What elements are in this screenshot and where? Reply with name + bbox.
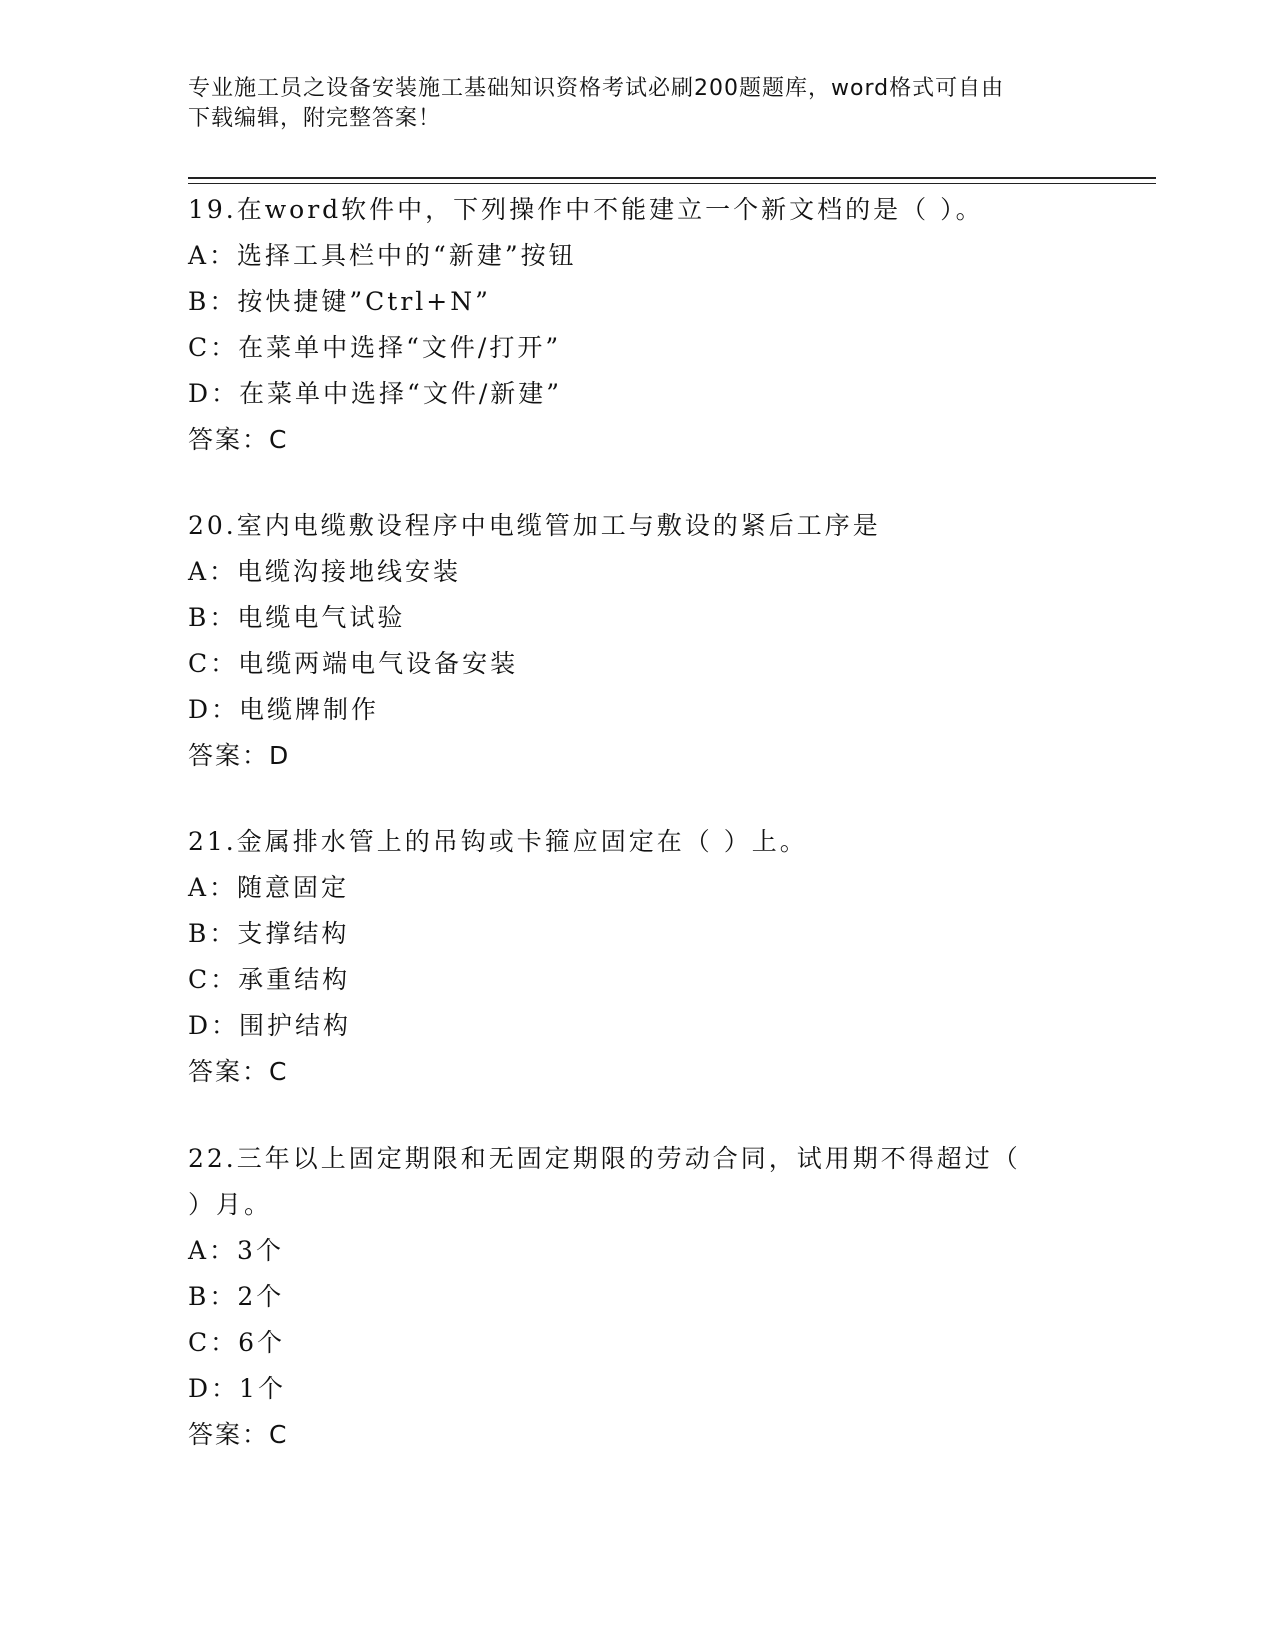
- option-d: D：在菜单中选择“文件/新建”: [188, 379, 563, 408]
- option-c: C：电缆两端电气设备安装: [188, 649, 519, 678]
- option-a: A：随意固定: [188, 873, 350, 902]
- option-a: A：3个: [188, 1236, 284, 1265]
- option-d: D：1个: [188, 1374, 286, 1403]
- header-divider-thin: [188, 183, 1156, 184]
- question-20: [188, 503, 1088, 779]
- question-21: [188, 819, 1088, 1095]
- question-stem-continued: ）月。: [188, 1190, 273, 1219]
- option-c: C：6个: [188, 1328, 286, 1357]
- option-b: B：2个: [188, 1282, 285, 1311]
- answer: 答案：C: [188, 1057, 289, 1086]
- document-header: [188, 74, 1068, 134]
- option-c: C：承重结构: [188, 965, 351, 994]
- option-c: C：在菜单中选择“文件/打开”: [188, 333, 562, 362]
- question-19: [188, 187, 1088, 463]
- option-b: B：电缆电气试验: [188, 603, 406, 632]
- option-a: A：电缆沟接地线安装: [188, 557, 462, 586]
- header-line-1: 专业施工员之设备安装施工基础知识资格考试必刷200题题库，word格式可自由: [188, 76, 1005, 101]
- question-22: [188, 1136, 1088, 1458]
- question-stem: 22.三年以上固定期限和无固定期限的劳动合同，试用期不得超过（: [188, 1144, 1021, 1173]
- header-divider-thick: [188, 177, 1156, 179]
- option-a: A：选择工具栏中的“新建”按钮: [188, 241, 577, 270]
- question-stem: 20.室内电缆敷设程序中电缆管加工与敷设的紧后工序是: [188, 511, 881, 540]
- answer: 答案：C: [188, 1420, 289, 1449]
- option-b: B：支撑结构: [188, 919, 350, 948]
- answer: 答案：C: [188, 425, 289, 454]
- question-stem: 21.金属排水管上的吊钩或卡箍应固定在（ ）上。: [188, 827, 808, 856]
- question-stem: 19.在word软件中，下列操作中不能建立一个新文档的是（ ）。: [188, 195, 984, 224]
- option-d: D：电缆牌制作: [188, 695, 380, 724]
- option-b: B：按快捷键”Ctrl+N”: [188, 287, 491, 316]
- answer: 答案：D: [188, 741, 291, 770]
- header-line-2: 下载编辑，附完整答案！: [188, 106, 442, 131]
- option-d: D：围护结构: [188, 1011, 352, 1040]
